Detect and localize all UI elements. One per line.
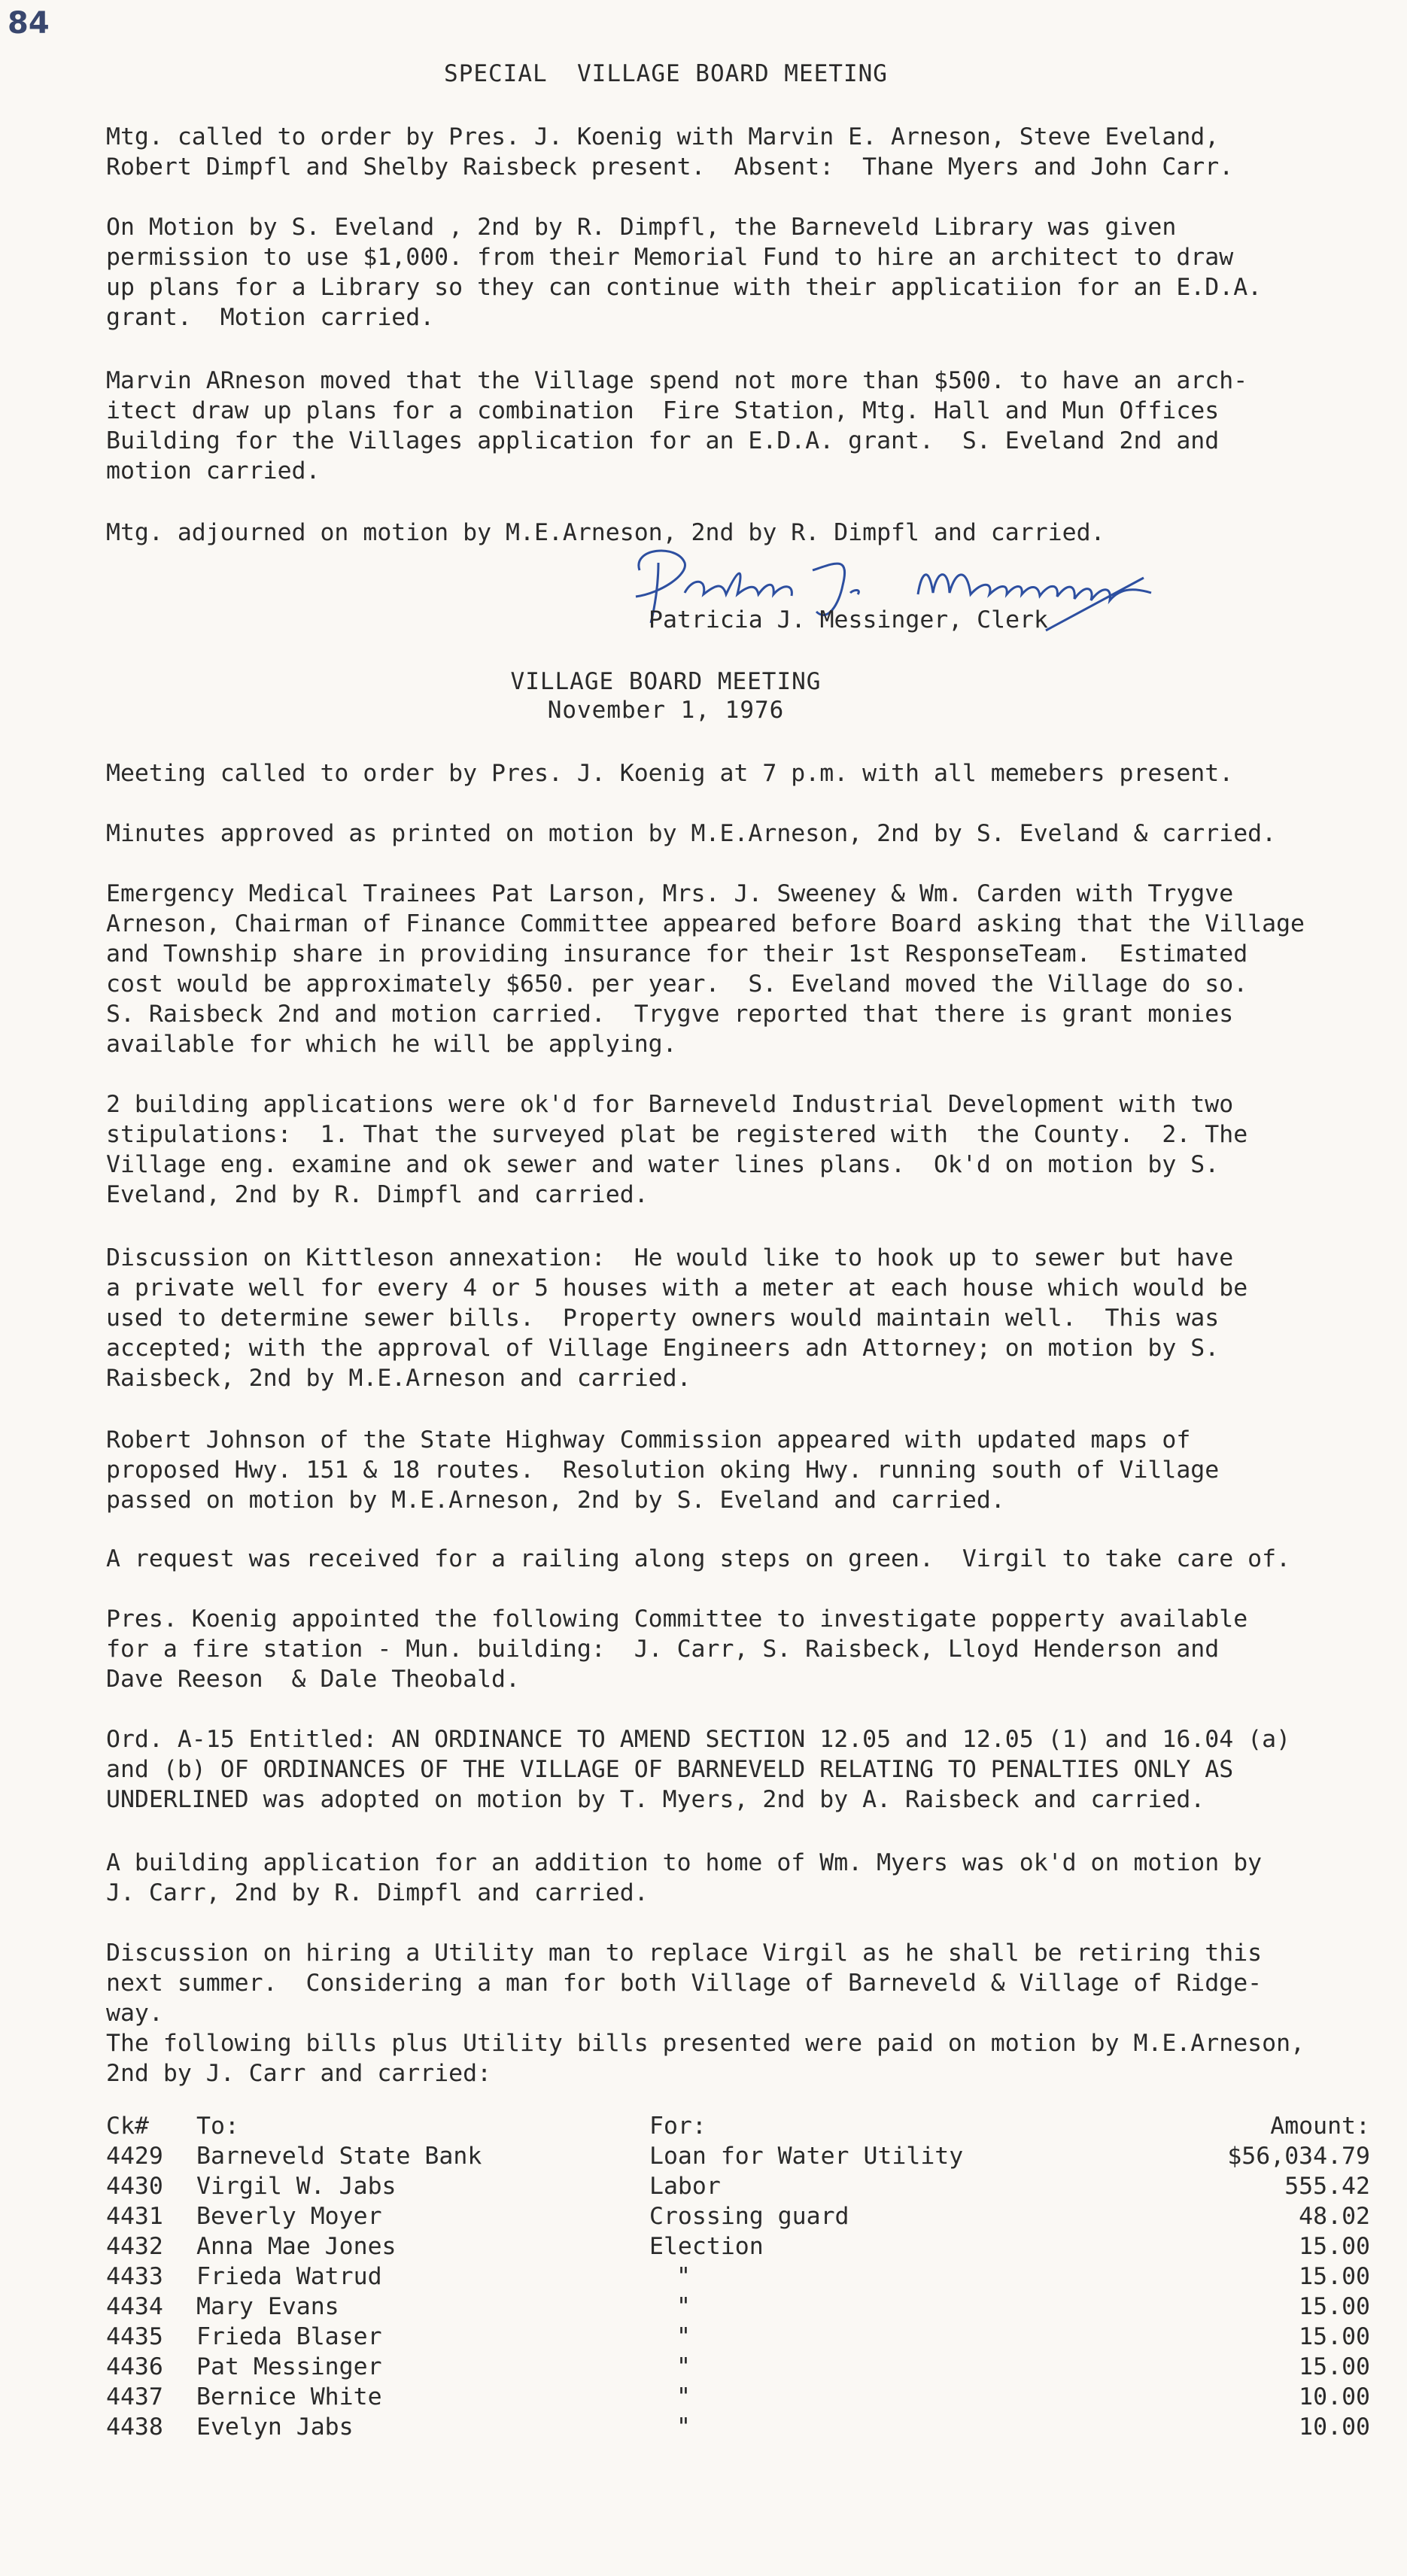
highway-commission-paragraph: Robert Johnson of the State Highway Commission appeared with updated maps of proposed Hwy. 151 & 18 routes. Resolution oking Hwy. running south of Village passed on motion by M.E.Arneson, 2nd by S. Eveland and carried.: [106, 1426, 1220, 1514]
kittleson-annexation-paragraph: Discussion on Kittleson annexation: He would like to hook up to sewer but have a private well for every 4 or 5 houses with a meter at each house which would be used to determine sewer bills. Property owners would maintain well. This was accepted; with the approval of Village Engineers adn Attorney; on motion by S. Raisbeck, 2nd by M.E.Arneson and carried.: [106, 1244, 1248, 1392]
bill-amount: 15.00: [1299, 2293, 1370, 2320]
bill-payee: Frieda Watrud: [196, 2263, 382, 2290]
bill-ck: 4435: [106, 2323, 163, 2350]
header-for: For:: [649, 2113, 707, 2140]
emergency-medical-paragraph: Emergency Medical Trainees Pat Larson, Mrs. J. Sweeney & Wm. Carden with Trygve Arneson, Chairman of Finance Committee appeared before Board asking that the Village and Township share in providing insurance for their 1st ResponseTeam. Estimated cost would be approximately $650. per year. S. Eveland moved the Village do so. S. Raisbeck 2nd and motion carried. Trygve reported that there is grant monies available for which he will be applying.: [106, 880, 1305, 1058]
bill-row: [106, 2173, 1370, 2203]
bill-ck: 4436: [106, 2353, 163, 2380]
regular-meeting-title: VILLAGE BOARD MEETING: [510, 668, 822, 695]
regular-meeting-date: November 1, 1976: [547, 697, 785, 724]
bill-amount: $56,034.79: [1227, 2143, 1370, 2170]
bill-ck: 4432: [106, 2233, 163, 2260]
myers-building-paragraph: A building application for an addition to home of Wm. Myers was ok'd on motion by J. Carr, 2nd by R. Dimpfl and carried.: [106, 1849, 1263, 1906]
bill-purpose-ditto: ": [676, 2353, 691, 2380]
bill-row: [106, 2353, 1370, 2383]
minutes-approval-paragraph: Minutes approved as printed on motion by M.E.Arneson, 2nd by S. Eveland & carried.: [106, 820, 1277, 847]
railing-request-paragraph: A request was received for a railing along steps on green. Virgil to take care of.: [106, 1545, 1291, 1572]
bill-purpose: Election: [649, 2233, 764, 2260]
bill-amount: 10.00: [1299, 2383, 1370, 2410]
bill-ck: 4438: [106, 2413, 163, 2441]
bill-ck: 4429: [106, 2143, 163, 2170]
bill-row: [106, 2203, 1370, 2233]
bill-payee: Barneveld State Bank: [196, 2143, 482, 2170]
bill-purpose-ditto: ": [676, 2383, 691, 2410]
bill-amount: 555.42: [1284, 2173, 1370, 2200]
bill-amount: 10.00: [1299, 2413, 1370, 2441]
bill-ck: 4431: [106, 2203, 163, 2230]
bill-amount: 15.00: [1299, 2353, 1370, 2380]
bills-header-row: [106, 2113, 1370, 2143]
bill-ck: 4434: [106, 2293, 163, 2320]
bill-row: [106, 2383, 1370, 2413]
bill-amount: 15.00: [1299, 2263, 1370, 2290]
bill-payee: Frieda Blaser: [196, 2323, 382, 2350]
bill-row: [106, 2233, 1370, 2263]
page-number: 84: [8, 6, 50, 41]
fire-station-committee-paragraph: Pres. Koenig appointed the following Committee to investigate popperty available for a fire station - Mun. building: J. Carr, S. Raisbeck, Lloyd Henderson and Dave Reeson & Dale Theobald.: [106, 1605, 1248, 1693]
bill-ck: 4437: [106, 2383, 163, 2410]
clerk-name-line: Patricia J. Messinger, Clerk: [649, 606, 1049, 633]
bill-purpose: Crossing guard: [649, 2203, 849, 2230]
bill-ck: 4433: [106, 2263, 163, 2290]
bill-payee: Mary Evans: [196, 2293, 339, 2320]
bill-row: [106, 2143, 1370, 2173]
bill-payee: Beverly Moyer: [196, 2203, 382, 2230]
bill-amount: 15.00: [1299, 2323, 1370, 2350]
bill-ck: 4430: [106, 2173, 163, 2200]
header-amount: Amount:: [1270, 2113, 1370, 2140]
utility-man-paragraph: Discussion on hiring a Utility man to replace Virgil as he shall be retiring this next summer. Considering a man for both Village of Barneveld & Village of Ridge- way. The following bills plus Utility bills presented were paid on motion by M.E.Arneson, 2nd by J. Carr and carried:: [106, 1940, 1305, 2087]
bill-row: [106, 2293, 1370, 2323]
bill-purpose: Loan for Water Utility: [649, 2143, 964, 2170]
special-adjourn-paragraph: Mtg. adjourned on motion by M.E.Arneson, 2nd by R. Dimpfl and carried.: [106, 519, 1105, 546]
bill-payee: Evelyn Jabs: [196, 2413, 354, 2441]
special-meeting-title: SPECIAL VILLAGE BOARD MEETING: [444, 60, 888, 87]
bill-purpose-ditto: ": [676, 2293, 691, 2320]
bills-table: [106, 2113, 1370, 2444]
bill-payee: Anna Mae Jones: [196, 2233, 397, 2260]
bill-payee: Bernice White: [196, 2383, 382, 2410]
bill-row: [106, 2413, 1370, 2444]
ordinance-a15-paragraph: Ord. A-15 Entitled: AN ORDINANCE TO AMEND SECTION 12.05 and 12.05 (1) and 16.04 (a) and (b) OF ORDINANCES OF THE VILLAGE OF BARNEVELD RELATING TO PENALTIES ONLY AS UNDERLINED was adopted on motion by T. Myers, 2nd by A. Raisbeck and carried.: [106, 1726, 1291, 1813]
bill-row: [106, 2323, 1370, 2353]
bill-payee: Pat Messinger: [196, 2353, 382, 2380]
building-applications-paragraph: 2 building applications were ok'd for Barneveld Industrial Development with two stipulations: 1. That the surveyed plat be registered with the County. 2. The Village eng. examine and ok sewer and water lines plans. Ok'd on motion by S. Eveland, 2nd by R. Dimpfl and carried.: [106, 1091, 1248, 1208]
bill-amount: 15.00: [1299, 2233, 1370, 2260]
header-ck: Ck#: [106, 2113, 149, 2140]
bill-payee: Virgil W. Jabs: [196, 2173, 397, 2200]
bill-amount: 48.02: [1299, 2203, 1370, 2230]
bill-purpose-ditto: ": [676, 2323, 691, 2350]
bill-purpose-ditto: ": [676, 2413, 691, 2441]
bill-purpose-ditto: ": [676, 2263, 691, 2290]
header-to: To:: [196, 2113, 239, 2140]
bill-row: [106, 2263, 1370, 2293]
bill-purpose: Labor: [649, 2173, 721, 2200]
special-attendance-paragraph: Mtg. called to order by Pres. J. Koenig with Marvin E. Arneson, Steve Eveland, Robert Dimpfl and Shelby Raisbeck present. Absent: Thane Myers and John Carr.: [106, 123, 1234, 181]
special-architect-motion-paragraph: Marvin ARneson moved that the Village spend not more than $500. to have an arch- itect draw up plans for a combination Fire Station, Mtg. Hall and Mun Offices Building for the Villages application for an E.D.A. grant. S. Eveland 2nd and motion carried.: [106, 367, 1248, 485]
call-to-order-paragraph: Meeting called to order by Pres. J. Koenig at 7 p.m. with all memebers present.: [106, 760, 1234, 787]
special-library-motion-paragraph: On Motion by S. Eveland , 2nd by R. Dimpfl, the Barneveld Library was given permission to use $1,000. from their Memorial Fund to hire an architect to draw up plans for a Library so they can continue with their applicatiion for an E.D.A. grant. Motion carried.: [106, 214, 1263, 331]
